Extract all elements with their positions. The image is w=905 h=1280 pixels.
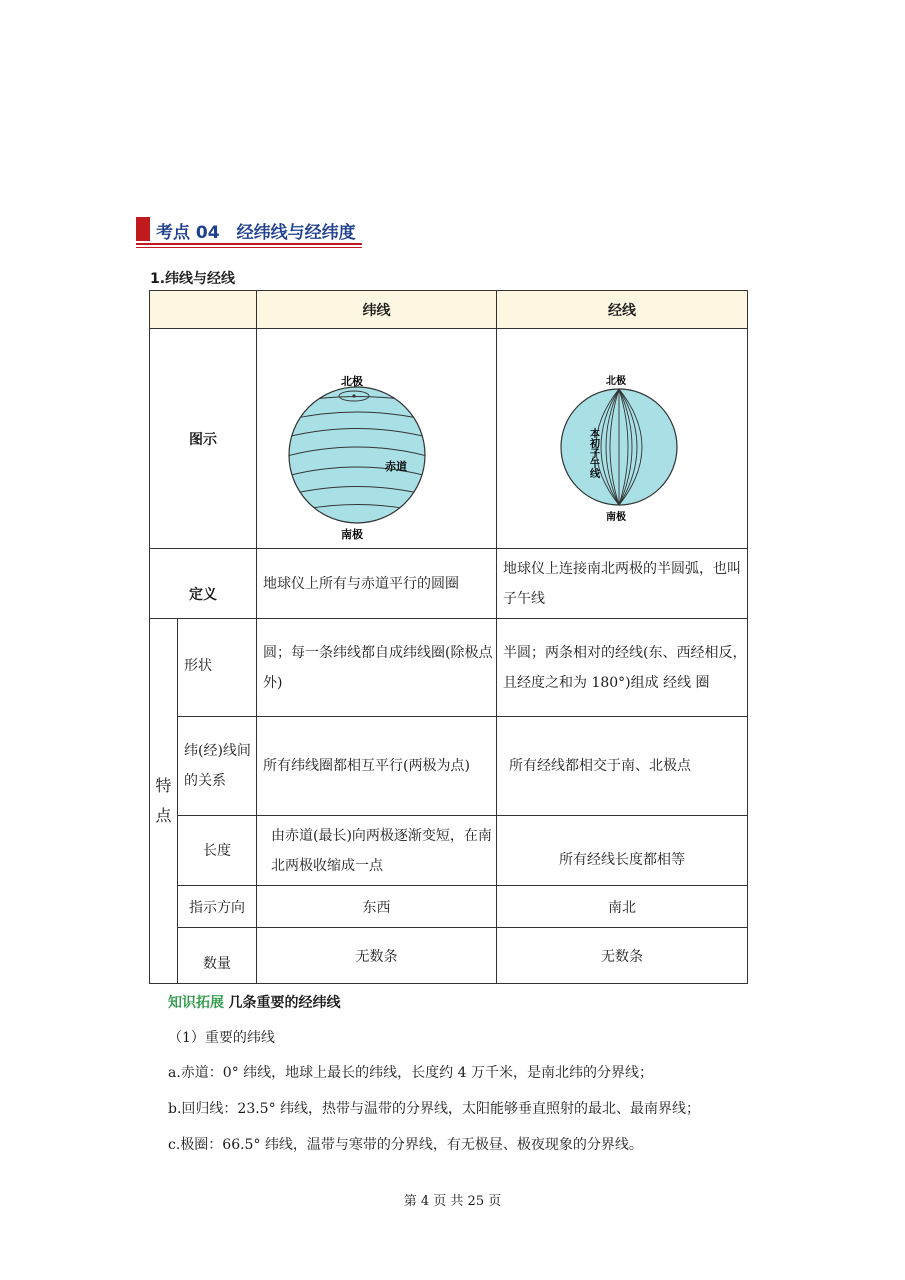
heading-marker bbox=[136, 217, 150, 241]
table-header-row bbox=[150, 291, 748, 329]
header-longitude: 经线 bbox=[497, 291, 748, 329]
table-row-direction bbox=[150, 886, 748, 928]
latitude-figure-cell bbox=[257, 329, 497, 549]
section-title: 考点 04 经纬线与经纬度 bbox=[156, 223, 356, 243]
heading-underline bbox=[136, 243, 362, 245]
extension-title: 几条重要的经纬线 bbox=[228, 995, 341, 1011]
length-latitude: 由赤道(最长)向两极逐渐变短，在南北两极收缩成一点 bbox=[257, 816, 497, 886]
lat-north-label: 北极 bbox=[341, 374, 363, 388]
heading-underline-thin bbox=[136, 247, 362, 248]
header-blank-cell bbox=[150, 291, 257, 329]
row-label-figure: 图示 bbox=[150, 329, 257, 549]
prime-meridian-label: 本初子午线 bbox=[587, 427, 599, 478]
count-longitude: 无数条 bbox=[497, 928, 748, 984]
page-footer: 第 4 页 共 25 页 bbox=[403, 1194, 502, 1209]
features-label: 特点 bbox=[155, 776, 172, 825]
table-row-relation bbox=[150, 717, 748, 816]
row-label-length: 长度 bbox=[178, 816, 257, 886]
extension-line-polar: c.极圈：66.5° 纬线，温带与寒带的分界线，有无极昼、极夜现象的分界线。 bbox=[168, 1137, 643, 1153]
north-pole-dot bbox=[352, 394, 355, 397]
lat-equator-label: 赤道 bbox=[385, 459, 407, 473]
row-label-shape: 形状 bbox=[178, 619, 257, 717]
row-label-definition: 定义 bbox=[150, 549, 257, 619]
direction-latitude: 东西 bbox=[257, 886, 497, 928]
lon-north-label: 北极 bbox=[606, 375, 626, 387]
lon-south-label: 南极 bbox=[606, 511, 626, 523]
header-latitude: 纬线 bbox=[257, 291, 497, 329]
table-row-count bbox=[150, 928, 748, 984]
latitude-globe-diagram bbox=[257, 330, 495, 548]
table-row-length bbox=[150, 816, 748, 886]
length-longitude: 所有经线长度都相等 bbox=[497, 816, 748, 886]
extension-heading bbox=[168, 992, 340, 1012]
section-heading bbox=[136, 215, 362, 245]
comparison-table bbox=[149, 290, 748, 984]
extension-line-tropic: b.回归线：23.5° 纬线，热带与温带的分界线，太阳能够垂直照射的最北、最南界线； bbox=[168, 1101, 701, 1117]
row-label-count: 数量 bbox=[178, 928, 257, 984]
definition-latitude: 地球仪上所有与赤道平行的圆圈 bbox=[257, 549, 497, 619]
longitude-globe-diagram bbox=[497, 330, 746, 548]
table-row-figure bbox=[150, 329, 748, 549]
row-label-relation: 纬(经)线间的关系 bbox=[178, 717, 257, 816]
count-latitude: 无数条 bbox=[257, 928, 497, 984]
relation-latitude: 所有纬线圈都相互平行(两极为点) bbox=[257, 717, 497, 816]
sub-heading: 1.纬线与经线 bbox=[150, 271, 236, 287]
direction-longitude: 南北 bbox=[497, 886, 748, 928]
table-row-shape bbox=[150, 619, 748, 717]
row-group-features bbox=[150, 619, 178, 984]
extension-line-equator: a.赤道：0° 纬线，地球上最长的纬线，长度约 4 万千米，是南北纬的分界线； bbox=[168, 1065, 653, 1081]
row-label-direction: 指示方向 bbox=[178, 886, 257, 928]
longitude-figure-cell bbox=[497, 329, 748, 549]
shape-latitude: 圆；每一条纬线都自成纬线圈(除极点外) bbox=[257, 619, 497, 717]
table-row-definition bbox=[150, 549, 748, 619]
extension-subheading: （1）重要的纬线 bbox=[168, 1030, 275, 1046]
definition-longitude: 地球仪上连接南北两极的半圆弧，也叫子午线 bbox=[497, 549, 748, 619]
extension-tag: 知识拓展 bbox=[168, 995, 224, 1011]
lat-south-label: 南极 bbox=[341, 527, 363, 541]
shape-longitude: 半圆；两条相对的经线(东、西经相反，且经度之和为 180°)组成 经线 圈 bbox=[497, 619, 748, 717]
relation-longitude: 所有经线都相交于南、北极点 bbox=[497, 717, 748, 816]
